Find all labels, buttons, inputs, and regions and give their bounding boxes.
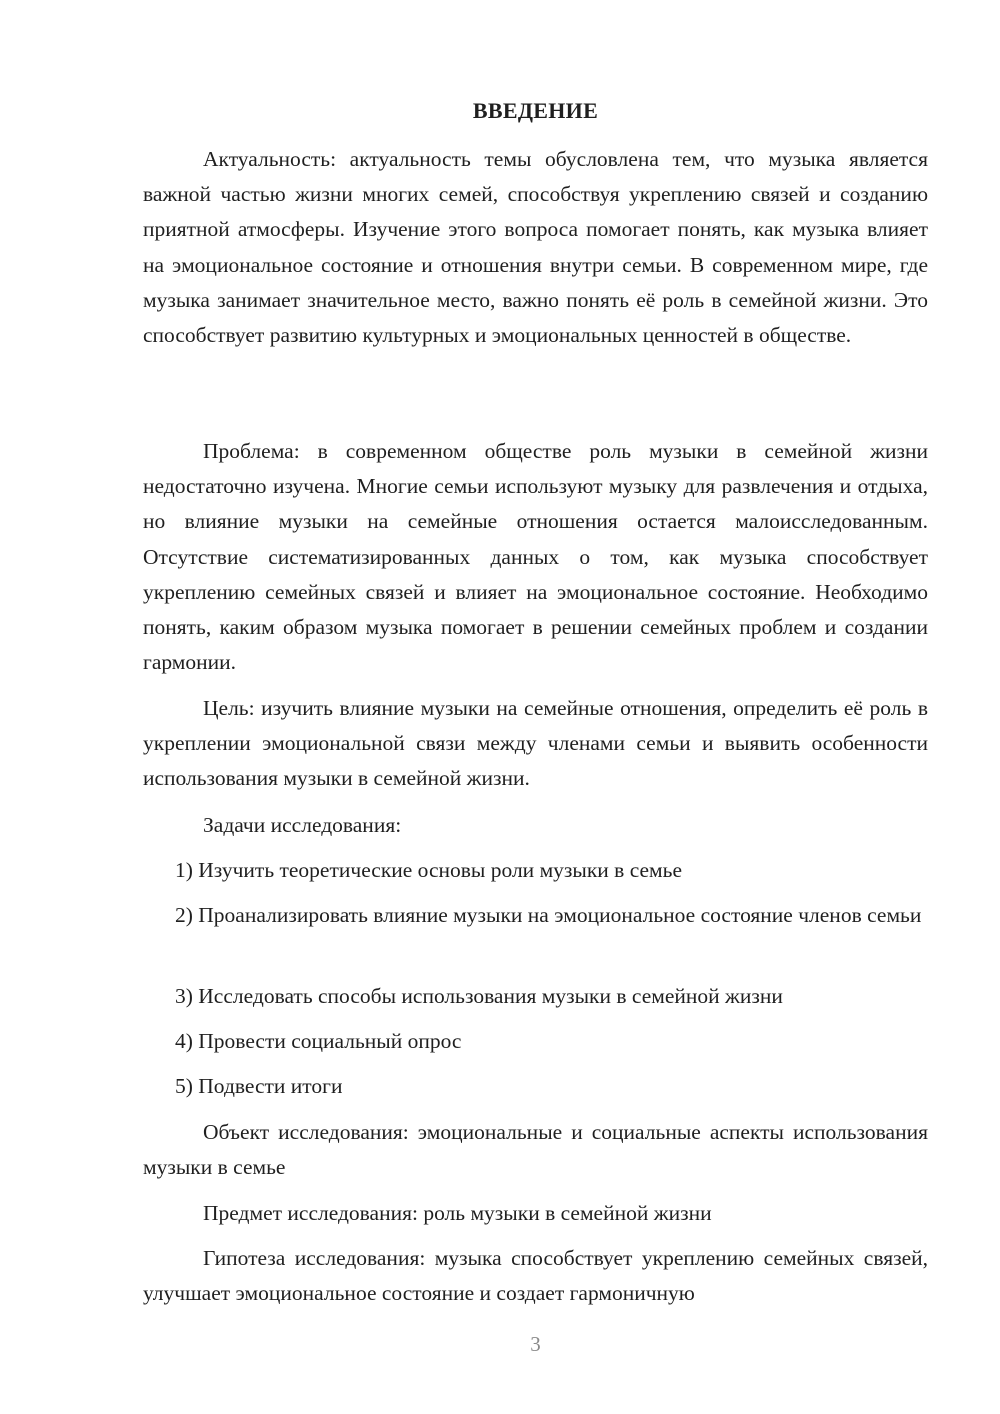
task-item-4: 4) Провести социальный опрос (175, 1029, 462, 1053)
paragraph-relevance: Актуальность: актуальность темы обусловлена тем, что музыка является важной частью жизни многих семей, способствуя укреплению связей и созданию приятной атмосферы. Изучение этого вопроса помогает понять, как музыка влияет на эмоциональное состояние и отношения внутри семьи. В современном мире, где музыка занимает значительное место, важно понять её роль в семейной жизни. Это способствует развитию культурных и эмоциональных ценностей в обществе. (143, 147, 928, 348)
section-title: ВВЕДЕНИЕ (472, 98, 599, 123)
task-item-3: 3) Исследовать способы использования музыки в семейной жизни (175, 984, 783, 1008)
paragraph-problem: Проблема: в современном обществе роль музыки в семейной жизни недостаточно изучена. Многие семьи используют музыку для развлечения и отдыха, но влияние музыки на семейные отношения остается малоисследованным. Отсутствие систематизированных данных о том, как музыка способствует укреплению семейных связей и влияет на эмоциональное состояние. Необходимо понять, каким образом музыка помогает в решении семейных проблем и создании гармонии. (143, 439, 928, 675)
paragraph-object: Объект исследования: эмоциональные и социальные аспекты использования музыки в семье (143, 1120, 928, 1180)
task-item-1: 1) Изучить теоретические основы роли музыки в семье (175, 858, 683, 882)
paragraph-subject: Предмет исследования: роль музыки в семейной жизни (203, 1201, 712, 1225)
task-item-5: 5) Подвести итоги (175, 1074, 343, 1098)
paragraph-tasks-heading: Задачи исследования: (203, 813, 402, 837)
page-number: 3 (530, 1332, 541, 1356)
paragraph-goal: Цель: изучить влияние музыки на семейные отношения, определить её роль в укреплении эмоциональной связи между членами семьи и выявить особенности использования музыки в семейной жизни. (143, 696, 928, 791)
paragraph-hypothesis: Гипотеза исследования: музыка способствует укреплению семейных связей, улучшает эмоциональное состояние и создает гармоничную (143, 1246, 928, 1306)
task-item-2: 2) Проанализировать влияние музыки на эмоциональное состояние членов семьи (175, 903, 922, 927)
